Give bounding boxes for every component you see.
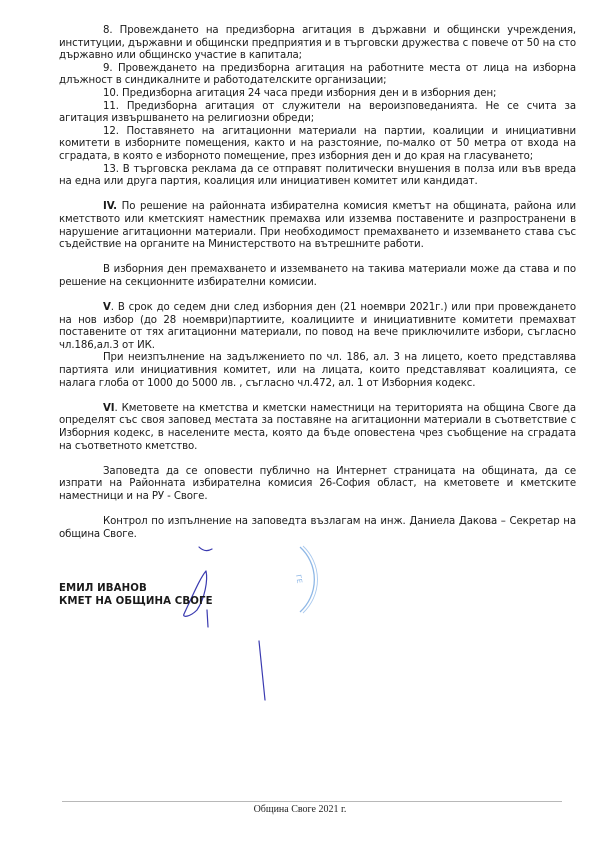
signatory-name: ЕМИЛ ИВАНОВ (59, 583, 147, 594)
stamp-text: ГЕ (294, 573, 304, 584)
section-iv-numeral: IV. (103, 201, 117, 213)
list-item-9: 9. Провеждането на предизборна агитация на работните места от лица на изборна длъжност в синдикалните и работодателските организации; (59, 62, 576, 87)
list-item-12: 12. Поставянето на агитационни материали на партии, коалиции и инициативни комитети в изборните помещения, както и на разстояние, по-малко от 50 метра от входа на сградата, в която е изборното помещение, през изборния ден и до края на гласуването; (59, 125, 576, 162)
section-v-paragraph-2: При неизпълнение на задължението по чл. 186, ал. 3 на лицето, което представлява партията или инициативния комитет, или на лицата, които представляват коалицията, се налага глоба от 1000 до 5000 лв. , съгласно чл.472, ал. 1 от Изборния кодекс. (59, 352, 576, 389)
section-iv-text: По решение на районната избирателна комисия кметът на общината, района или кметството или кметският наместник премахва или изземва поставените и разпространени в нарушение агитационни материали. При необходимост премахването и изземването става със съдействие на органите на Министерството на вътрешните работи. (59, 201, 576, 251)
list-item-13: 13. В търговска реклама да се отправят политически внушения в полза или във вреда на една или друга партия, коалиция или инициативен комитет или кандидат. (59, 163, 576, 188)
page-footer: Община Своге 2021 г. (253, 804, 347, 815)
stamp-icon (294, 546, 317, 613)
signature-block (59, 582, 213, 608)
section-v-numeral: V (103, 302, 111, 314)
section-vi-numeral: VI (103, 402, 115, 414)
publication-paragraph: Заповедта да се оповести публично на Интернет страницата на общината, да се изпрати на Районната избирателна комисия 26-София област, на кметовете и кметските наместници и на РУ - Своге. (59, 465, 576, 502)
section-iv-paragraph-2: В изборния ден премахването и изземването на такива материали може да става и по решение на секционните избирателни комисии. (59, 264, 576, 288)
list-item-11: 11. Предизборна агитация от служители на вероизповеданията. Не се счита за агитация извършването на религиозни обреди; (59, 100, 576, 125)
signatory-title: КМЕТ НА ОБЩИНА СВОГЕ (59, 596, 213, 607)
footer-divider (62, 801, 562, 802)
handwritten-signature-icon (184, 547, 265, 700)
section-v-text: . В срок до седем дни след изборния ден (21 ноември 2021г.) или при провеждането на нов избор (до 28 ноември)партиите, коалициите и инициативните комитети премахват поставените от тях агитационни материали, по повод на вече приключилите избори, съгласно чл.186,ал.3 от ИК. (59, 302, 576, 351)
control-paragraph: Контрол по изпълнение на заповедта възлагам на инж. Даниела Дакова – Секретар на община Своге. (59, 516, 576, 540)
list-item-8: 8. Провеждането на предизборна агитация в държавни и общински учреждения, институции, държавни и общински предприятия и в търговски дружества с повече от 50 на сто държавно или общинско участие в капитала; (59, 25, 576, 62)
list-item-10: 10. Предизборна агитация 24 часа преди изборния ден и в изборния ден; (103, 87, 497, 99)
section-vi-text: . Кметовете на кметства и кметски наместници на територията на община Своге да определят със своя заповед местата за поставяне на агитационни материали в съответствие с Изборния кодекс, в населените места, която да бъде оповестена чрез съобщение на сградата на съответното кметство. (59, 402, 576, 452)
